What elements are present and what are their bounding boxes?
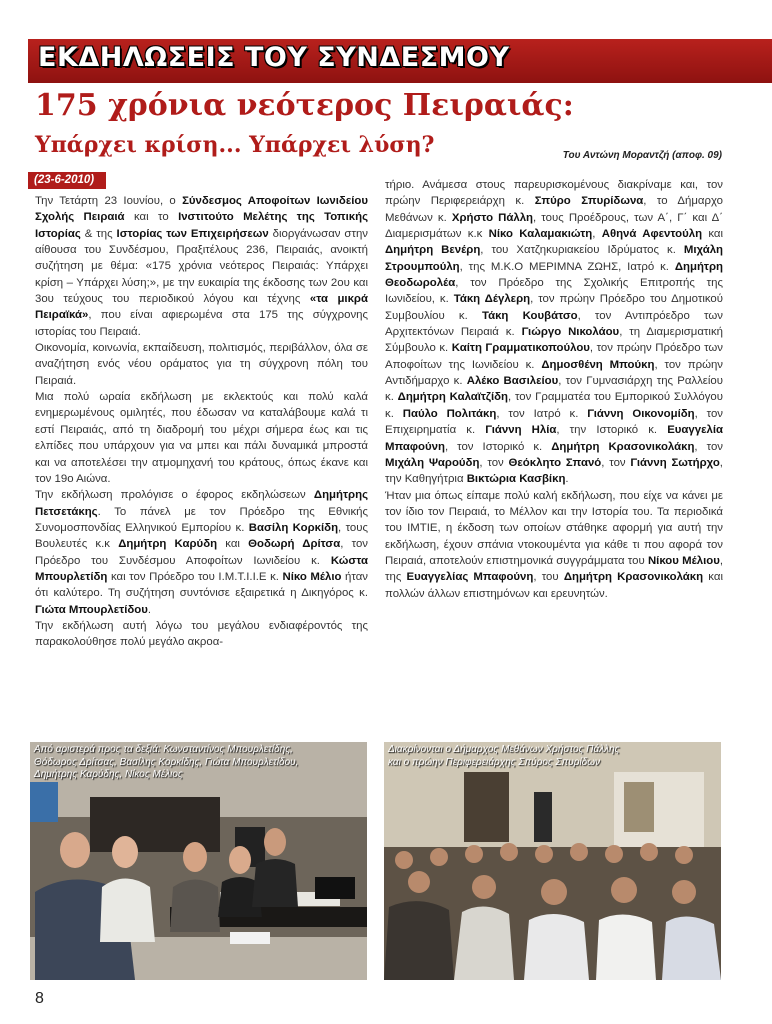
paragraph: Οικονομία, κοινωνία, εκπαίδευση, πολιτισμός, περιβάλλον, όλα σε αναζήτηση ενός νέου οράματος για τη σύγχρονη πόλη του Πειραιά. <box>35 342 368 387</box>
paragraph: Την εκδήλωση προλόγισε ο έφορος εκδηλώσεων Δημήτρης Πετσετάκης. Το πάνελ με τον Πρόεδρο της Εθνικής Συνομοσπονδίας Ελληνικού Εμπορίου κ. Βασίλη Κορκίδη, τους Βουλευτές κ.κ Δημήτρη Καρύδη και Θοδωρή Δρίτσα, τον Πρόεδρο του Συνδέσμου Αποφοίτων Ιωνιδείου κ. Κώστα Μπουρλετίδη και τον Πρόεδρο του Ι.Μ.Τ.Ι.Ι.Ε κ. Νίκο Μέλιο ήταν ότι καλύτερο. Τη συζήτηση συντόνισε εξαιρετικά η Δικηγόρος κ. Γιώτα Μπουρλετίδου. <box>35 489 368 616</box>
caption-line: Από αριστερά προς τα δεξιά: Κωνσταντίνος Μπουρλετίδης, <box>34 744 293 755</box>
photo-panel-speakers <box>30 742 367 980</box>
text-column-right <box>385 177 723 602</box>
caption-line: Θόδωρος Δρίτσας, Βασίλης Κορκίδης, Γιώτα Μπουρλετίδου, <box>34 756 299 768</box>
page-number: 8 <box>35 990 44 1007</box>
photo-caption <box>34 744 298 782</box>
article-date: (23-6-2010) <box>28 172 106 189</box>
photo-audience <box>384 742 721 980</box>
article-author: Του Αντώνη Μοραντζή (αποφ. 09) <box>562 150 722 161</box>
caption-line: Διακρίνονται ο Δήμαρχος Μεθάνων Χρήστος Πάλλης <box>388 744 620 755</box>
text-column-left <box>35 193 368 651</box>
article-title: 175 χρόνια νεότερος Πειραιάς: <box>35 88 574 123</box>
paragraph: Ήταν μια όπως είπαμε πολύ καλή εκδήλωση, που είχε να κάνει με τον ίδιο τον Πειραιά, το Μέλλον και την Ιστορία του. Τα περιοδικά του ΙΜΤΙΕ, η έκδοση των οποίων στάθηκε αφορμή για αυτή την εκδήλωση, έχουν σπάνια ντοκουμέντα για κάθε τι που αφορά τον Πειραιά, αποτελούν επιστημονικά συγγράμματα του Νίκου Μέλιου, της Ευαγγελίας Μπαφούνη, του Δημήτρη Κρασονικολάκη και πολλών άλλων επιστημόνων και ερευνητών. <box>385 489 723 600</box>
audience-photo-illustration <box>384 742 721 980</box>
paragraph: Την εκδήλωση αυτή λόγω του μεγάλου ενδιαφέροντός της παρακολούθησε πολύ μεγάλο ακροα- <box>35 619 368 649</box>
caption-line: Δημήτρης Καρύδης, Νίκος Μέλιος <box>34 769 183 780</box>
paragraph: τήριο. Ανάμεσα στους παρευρισκομένους διακρίναμε και, τον πρώην Περιφερειάρχη κ. Σπύρο Σπυρίδωνα, το Δήμαρχο Μεθάνων κ. Χρήστο Πάλλη, τους Προέδρους, των Α΄, Γ΄ και Δ΄ Διαμερισμάτων κ.κ Νίκο Καλαμακιώτη, Αθηνά Αφεντούλη και Δημήτρη Βενέρη, του Χατζηκυριακείου Ιδρύματος κ. Μιχάλη Στρουμπούλη, της Μ.Κ.Ο ΜΕΡΙΜΝΑ ΖΩΗΣ, Ιατρό κ. Δημήτρη Θεοδωρολέα, τον Πρόεδρο της Σχολικής Επιτροπής της Ιωνιδείου, κ. Τάκη Δέγλερη, τον πρώην Πρόεδρο του Δημοτικού Συμβουλίου κ. Τάκη Κουβάτσο, τον Αντιπρόεδρο των Αρχιτεκτόνων Πειραιά κ. Γιώργο Νικολάου, τη Διαμερισματική Σύμβουλο κ. Καίτη Γραμματικοπούλου, τον πρώην Πρόεδρο των Αποφοίτων της Ιωνιδείου κ. Δημοσθένη Μπούκη, τον πρώην Αντιδήμαρχο κ. Αλέκο Βασιλείου, τον Γυμνασιάρχη της Ραλλείου κ. Δημήτρη Καλαϊτζίδη, τον Γραμματέα του Εμπορικού Συλλόγου κ. Παύλο Πολιτάκη, τον Ιατρό κ. Γιάννη Οικονομίδη, τον Επιχειρηματία κ. Γιάννη Ηλία, την Ιστορικό κ. Ευαγγελία Μπαφούνη, τον Ιστορικό κ. Δημήτρη Κρασονικολάκη, τον Μιχάλη Ψαρούδη, τον Θεόκλητο Σπανό, τον Γιάννη Σωτήρχο, την Καθηγήτρια Βικτώρια Κασβίκη. <box>385 179 724 486</box>
caption-line: και ο πρώην Περιφερειάρχης Σπύρος Σπυρίδων <box>388 756 601 768</box>
paragraph: Την Τετάρτη 23 Ιουνίου, ο Σύνδεσμος Αποφοίτων Ιωνιδείου Σχολής Πειραιά και το Ινστιτούτο Μελέτης της Τοπικής Ιστορίας & της Ιστορίας των Επιχειρήσεων διοργάνωσαν στην αίθουσα του Συνδέσμου, Πραξιτέλους 236, Πειραιάς, ανοικτή συζήτηση με θέμα: «175 χρόνια νεότερος Πειραιάς: Υπάρχει κρίση – Υπάρχει λύση;», με την ευκαιρία της έκδοσης των 2ου και 3ου τεύχους του περιοδικού λόγου και τέχνης «τα μικρά Πειραϊκά», που είναι αφιερωμένα στα 175 της σύγχρονης ιστορίας του Πειραιά. <box>35 195 368 338</box>
photo-caption <box>388 744 619 769</box>
article-subtitle: Υπάρχει κρίση... Υπάρχει λύση? <box>35 132 435 158</box>
section-title: ΕΚΔΗΛΩΣΕΙΣ ΤΟΥ ΣΥΝΔΕΣΜΟΥ <box>38 42 510 73</box>
paragraph: Μια πολύ ωραία εκδήλωση με εκλεκτούς και πολύ καλά ενημερωμένους ομιλητές, που έδωσαν να καταλάβουμε καλά τι εστί Πειραιάς, από τη διαδρομή του μέχρι σήμερα έως και τις ελπίδες που υπάρχουν για να μπει και πάλι δυναμικά μπροστά και να αποτελέσει την ατμομηχανή του κράτους, όπως έκανε και τον 19ο Αιώνα. <box>35 391 368 485</box>
section-banner <box>28 39 772 83</box>
